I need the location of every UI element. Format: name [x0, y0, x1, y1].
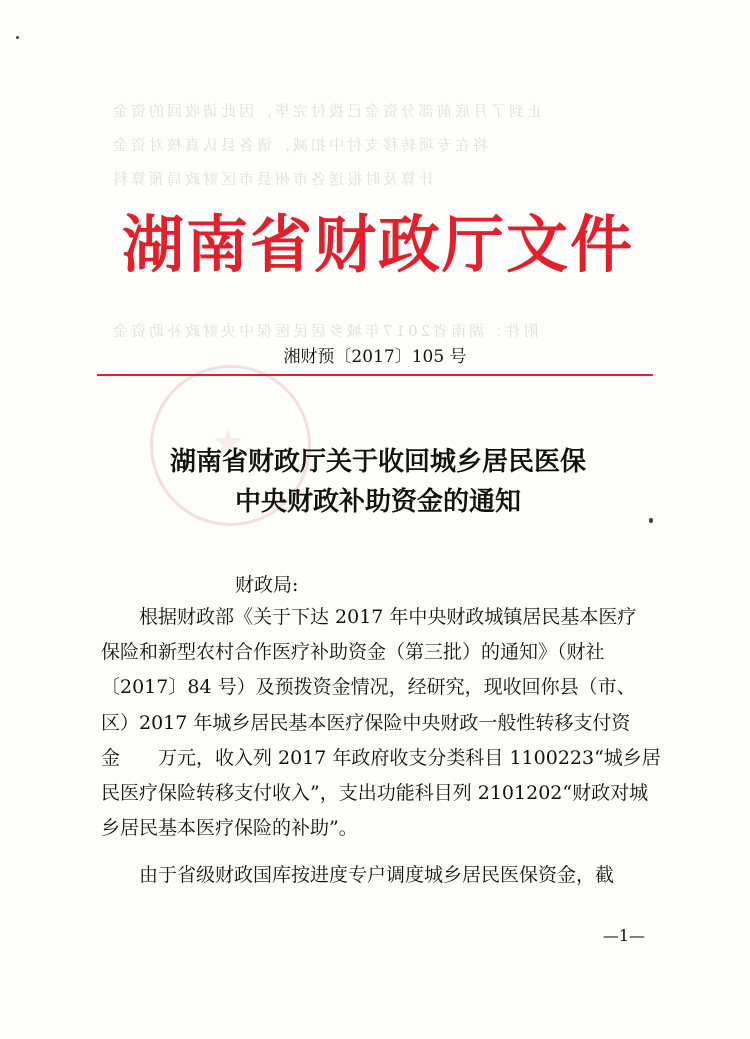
body-line: 保险和新型农村合作医疗补助资金（第三批）的通知》（财社	[101, 641, 605, 664]
bleed-through-text: 附件：湖南省2017年城乡居民医保中央财政补助资金	[110, 322, 539, 340]
document-number: 湘财预〔2017〕105 号	[283, 347, 467, 367]
header-divider	[97, 374, 653, 376]
body-line: 乡居民基本医疗保险的补助”。	[101, 817, 358, 840]
body-line: 〔2017〕84 号）及预拨资金情况，经研究，现收回你县（市、	[101, 676, 636, 699]
scan-speck	[649, 518, 653, 523]
document-title	[118, 442, 638, 522]
page-number: —1—	[602, 926, 645, 945]
body-line: 由于省级财政国库按进度专户调度城乡居民医保资金，截	[139, 864, 615, 886]
document-header: 湖南省财政厅文件	[121, 208, 634, 281]
bleed-through-text: 计算及时报送各市州县市区财政局预算科	[110, 170, 435, 188]
bleed-through-text: 止到了月底前部分资金已拨付完毕，因此请收回的资金	[110, 102, 543, 120]
title-line: 中央财政补助资金的通知	[234, 487, 521, 517]
body-line: 区）2017 年城乡居民基本医疗保险中央财政一般性转移支付资	[101, 711, 631, 734]
addressee: 财政局:	[235, 574, 299, 596]
body-paragraph	[101, 600, 661, 846]
body-line: 金 万元，收入列 2017 年政府收支分类科目 1100223“城乡居	[101, 746, 661, 769]
body-line: 根据财政部《关于下达 2017 年中央财政城镇居民基本医疗	[139, 606, 637, 628]
body-paragraph-2	[101, 858, 649, 893]
title-line: 湖南省财政厅关于收回城乡居民医保	[169, 447, 586, 477]
body-line: 民医疗保险转移支付收入”，支出功能科目列 2101202“财政对城	[101, 782, 649, 805]
scan-speck	[16, 36, 19, 39]
bleed-through-text: 将在专项转移支付中扣减，请各县认真核对资金	[110, 136, 489, 154]
